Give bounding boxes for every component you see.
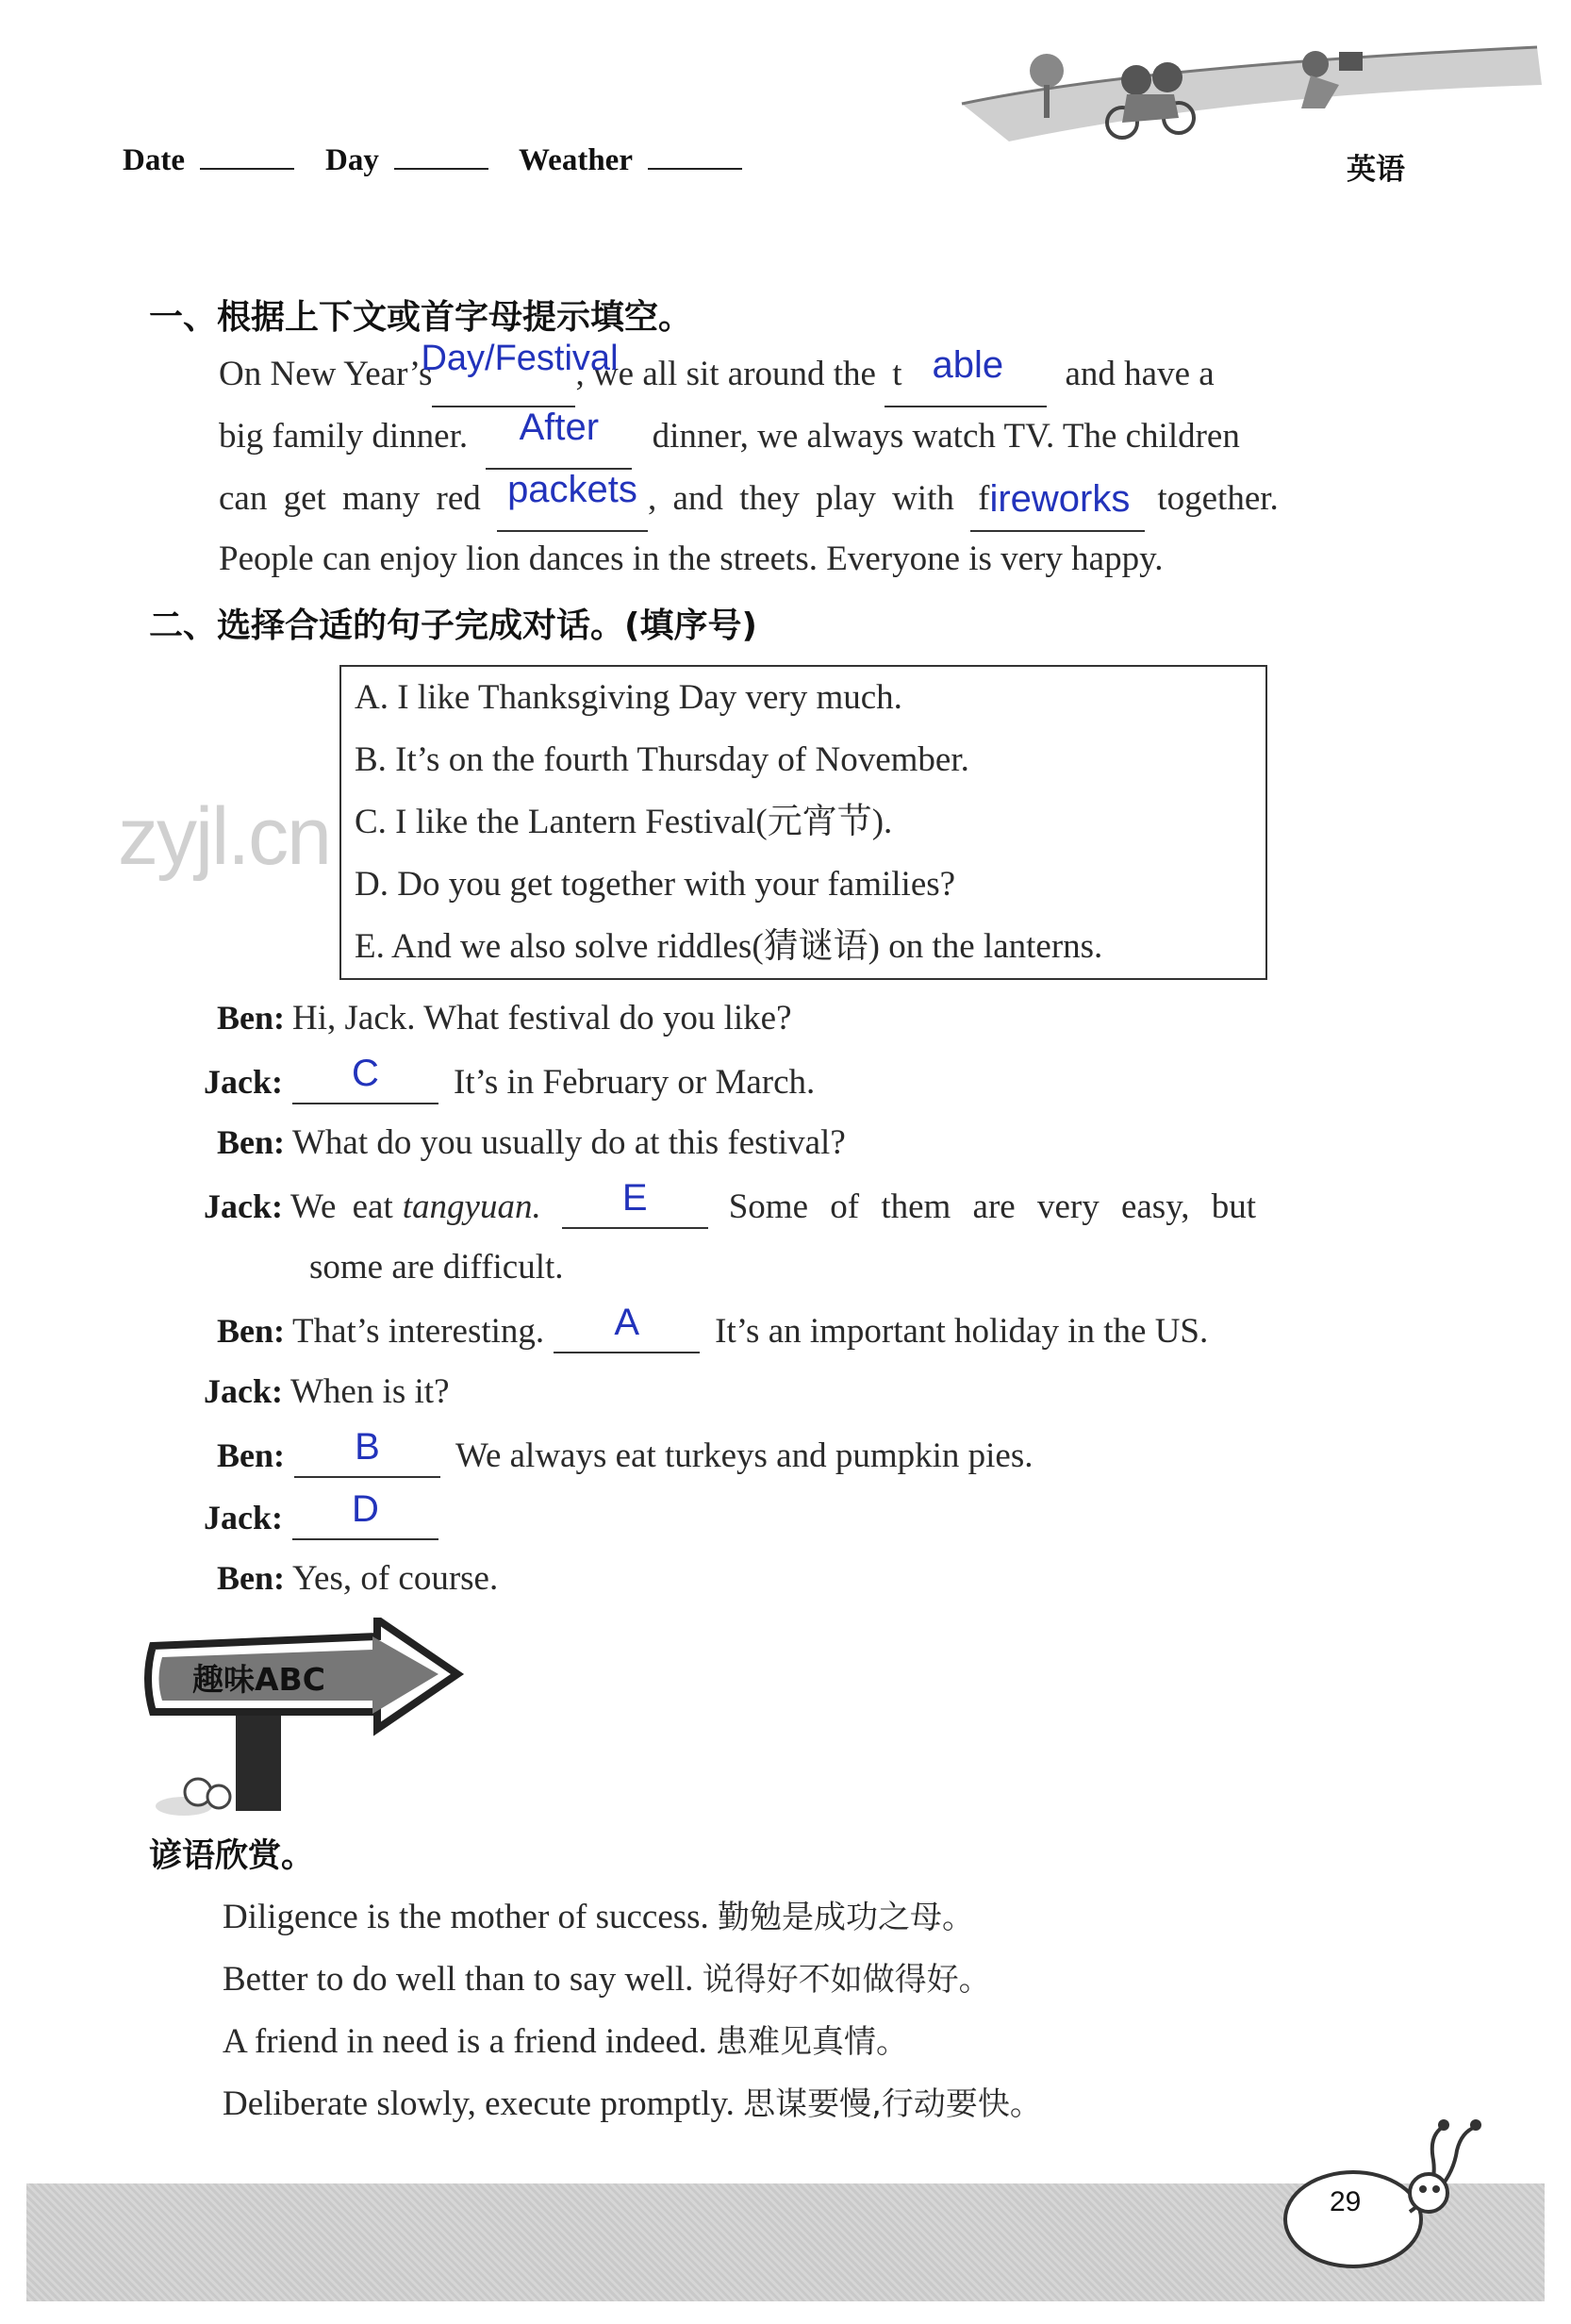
speaker: Ben: [217, 1312, 285, 1350]
answer-blank[interactable] [294, 1426, 440, 1478]
dialogue-line [204, 1488, 438, 1540]
answer-b: B [355, 1426, 380, 1468]
answer-c: C [352, 1053, 379, 1094]
answer-able: able [932, 344, 1004, 386]
weather-blank[interactable] [648, 141, 742, 170]
date-label: Date [123, 143, 185, 177]
section1-title: 一、根据上下文或首字母提示填空。 [149, 298, 693, 337]
dialogue-line: Ben: What do you usually do at this festival? [217, 1123, 846, 1162]
watermark: zyjl.cn [118, 791, 330, 882]
answer-ireworks: ireworks [989, 478, 1131, 520]
signpost-icon [141, 1618, 471, 1820]
option-e: E. And we also solve riddles(猜谜语) on the lanterns. [355, 927, 1103, 966]
answer-blank[interactable] [292, 1053, 438, 1104]
proverb-list [223, 1886, 1042, 2135]
answer-blank[interactable] [554, 1302, 700, 1353]
passage-line-1: On New Year’sDay/Festival, we all sit around the t able and have a [219, 341, 1388, 407]
speaker: Jack: [204, 1063, 283, 1101]
dialogue-line: Ben: Hi, Jack. What festival do you like? [217, 999, 792, 1038]
answer-d: D [352, 1488, 379, 1530]
answer-blank[interactable] [292, 1488, 438, 1540]
answer-day-festival: Day/Festival [421, 339, 619, 378]
proverb-item: Deliberate slowly, execute promptly. 思谋要慢,行动要快。 [223, 2084, 1042, 2123]
option-a: A. I like Thanksgiving Day very much. [355, 678, 902, 717]
dialogue-line: Ben: B We always eat turkeys and pumpkin pies. [217, 1434, 1034, 1478]
option-d: D. Do you get together with your families? [355, 865, 956, 904]
speaker: Jack: [204, 1499, 283, 1536]
dialogue-line: some are difficult. [309, 1248, 564, 1286]
speaker: Ben: [217, 1559, 285, 1597]
page-number: 29 [1330, 2186, 1362, 2217]
speaker: Ben: [217, 1123, 285, 1161]
blank-after[interactable] [486, 404, 632, 470]
answer-e: E [621, 1177, 648, 1219]
speaker: Ben: [217, 1436, 285, 1474]
blank-table[interactable]: t able [885, 341, 1047, 407]
blank-new-years[interactable] [421, 339, 619, 407]
option-b: B. It’s on the fourth Thursday of November. [355, 740, 969, 779]
options-box [339, 665, 1267, 980]
proverb-item: Better to do well than to say well. 说得好不如做得好。 [223, 1960, 991, 1999]
answer-blank[interactable] [562, 1177, 708, 1229]
dialogue-line: Jack: C It’s in February or March. [204, 1060, 815, 1104]
dialogue-line: Ben: That’s interesting. A It’s an important holiday in the US. [217, 1309, 1208, 1353]
weather-label: Weather [519, 143, 633, 177]
speaker: Ben: [217, 999, 285, 1037]
fun-abc-label: 趣味ABC [192, 1661, 325, 1698]
dialogue-line: Ben: Yes, of course. [217, 1559, 499, 1598]
dialogue-line: Jack: When is it? [204, 1372, 450, 1411]
day-label: Day [325, 143, 379, 177]
subject-label: 英语 [1347, 153, 1405, 187]
option-c: C. I like the Lantern Festival(元宵节). [355, 803, 893, 841]
blank-fireworks[interactable]: fireworks [970, 466, 1145, 532]
passage-line-4: People can enjoy lion dances in the streets. Everyone is very happy. [219, 540, 1164, 578]
answer-after: After [519, 407, 600, 448]
date-field [123, 141, 294, 178]
speaker: Jack: [204, 1187, 283, 1225]
date-blank[interactable] [200, 141, 294, 170]
header-illustration [952, 28, 1546, 160]
weather-field [519, 141, 742, 178]
day-blank[interactable] [394, 141, 488, 170]
speaker: Jack: [204, 1372, 283, 1410]
blank-packets[interactable] [497, 466, 648, 532]
proverb-item: A friend in need is a friend indeed. 患难见真情。 [223, 2022, 908, 2061]
passage-line-3: can get many red packets , and they play with fireworks together. [219, 466, 1279, 532]
day-field [325, 141, 488, 178]
answer-packets: packets [507, 469, 637, 510]
dialogue-line: Jack: We eat tangyuan. E Some of them are very easy, but [204, 1185, 1256, 1229]
fun-title: 谚语欣赏。 [149, 1837, 315, 1875]
section2-title: 二、选择合适的句子完成对话。(填序号) [149, 606, 757, 645]
proverb-item: Diligence is the mother of success. 勤勉是成功之母。 [223, 1898, 975, 1936]
passage-line-2: big family dinner. After dinner, we always watch TV. The children [219, 404, 1240, 470]
snail-icon [1278, 2108, 1485, 2273]
answer-a: A [614, 1302, 640, 1343]
section1-passage [219, 341, 1388, 407]
